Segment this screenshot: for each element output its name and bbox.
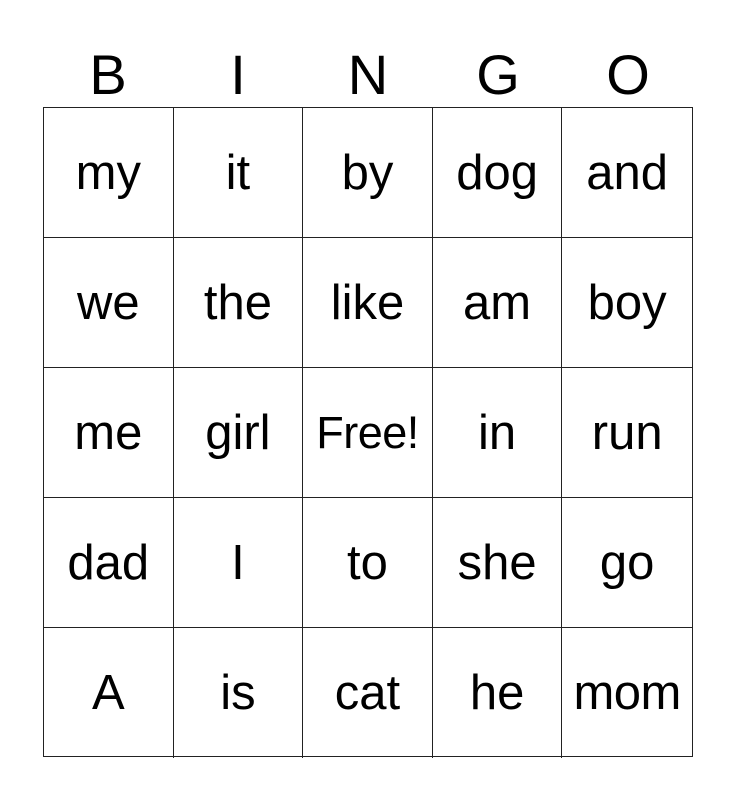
bingo-cell[interactable]: dad [44, 498, 174, 628]
bingo-cell[interactable]: I [174, 498, 304, 628]
bingo-cell[interactable]: mom [573, 666, 681, 720]
bingo-cell[interactable]: the [174, 238, 304, 368]
bingo-cell[interactable]: he [433, 628, 563, 758]
bingo-cell[interactable]: am [433, 238, 563, 368]
bingo-cell[interactable]: run [562, 368, 692, 498]
bingo-cell[interactable]: and [562, 108, 692, 238]
header-letter-o: O [606, 43, 650, 106]
bingo-cell[interactable]: cat [303, 628, 433, 758]
free-space-cell[interactable]: Free! [303, 368, 433, 498]
bingo-cell[interactable]: my [44, 108, 174, 238]
bingo-cell[interactable]: me [44, 368, 174, 498]
bingo-cell[interactable]: we [44, 238, 174, 368]
header-letter-i: I [230, 43, 246, 106]
bingo-cell[interactable]: in [433, 368, 563, 498]
bingo-cell[interactable]: dog [433, 108, 563, 238]
bingo-cell[interactable]: like [303, 238, 433, 368]
bingo-cell[interactable]: is [174, 628, 304, 758]
header-letter-n: N [347, 43, 389, 106]
bingo-cell[interactable]: to [303, 498, 433, 628]
bingo-cell[interactable]: go [562, 498, 692, 628]
board-row-2 [44, 238, 692, 368]
board-row-4 [44, 498, 692, 628]
board-row-5 [44, 628, 692, 758]
bingo-cell[interactable]: it [174, 108, 304, 238]
header-letter-b: B [89, 43, 127, 106]
board-row-1 [44, 108, 692, 238]
bingo-cell[interactable]: boy [562, 238, 692, 368]
header-letter-g: G [476, 43, 520, 106]
board-row-3 [44, 368, 692, 498]
bingo-cell[interactable]: she [433, 498, 563, 628]
bingo-cell[interactable]: A [44, 628, 174, 758]
bingo-header [43, 44, 693, 106]
bingo-cell[interactable]: girl [174, 368, 304, 498]
bingo-board [43, 107, 693, 757]
bingo-cell[interactable]: by [303, 108, 433, 238]
